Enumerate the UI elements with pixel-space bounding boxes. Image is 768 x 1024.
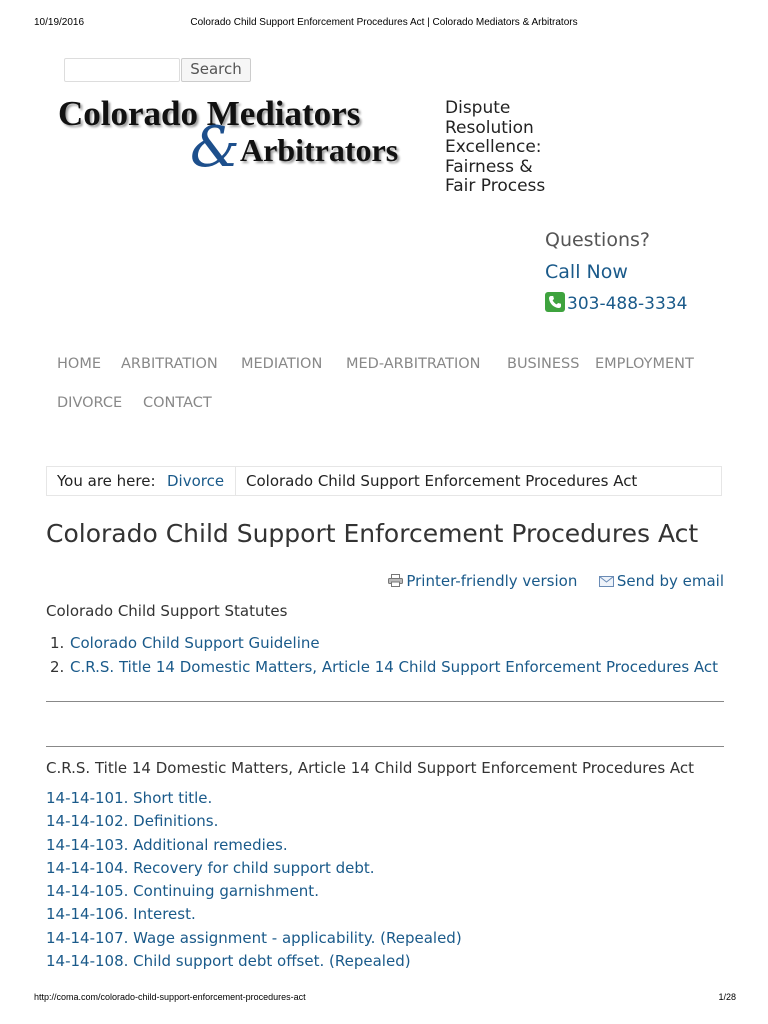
page-tools	[388, 572, 724, 591]
search-button[interactable]: Search	[181, 58, 251, 82]
tagline-line: Excellence:	[445, 137, 542, 157]
list-item	[46, 857, 462, 880]
print-url: http://coma.com/colorado-child-support-enforcement-procedures-act	[34, 992, 306, 1002]
section-link[interactable]: 14-14-106. Interest.	[46, 905, 196, 924]
logo-line-2: Arbitrators	[240, 132, 399, 168]
nav-item-arbitration[interactable]: ARBITRATION	[121, 356, 218, 372]
divider	[46, 701, 724, 702]
tagline-line: Fair Process	[445, 176, 546, 196]
print-header	[0, 17, 768, 31]
section-link[interactable]: 14-14-103. Additional remedies.	[46, 835, 288, 854]
printer-friendly-label: Printer-friendly version	[406, 572, 578, 590]
printer-icon	[388, 573, 403, 591]
site-tagline	[445, 99, 605, 197]
nav-item-business[interactable]: BUSINESS	[507, 356, 580, 372]
section-link[interactable]: 14-14-104. Recovery for child support debt.	[46, 858, 375, 877]
phone-number[interactable]: 303-488-3334	[567, 294, 688, 314]
section-link[interactable]: 14-14-102. Definitions.	[46, 812, 219, 831]
section-link[interactable]: 14-14-107. Wage assignment - applicability. (Repealed)	[46, 928, 462, 947]
page-title: Colorado Child Support Enforcement Procedures Act	[46, 519, 699, 548]
list-item	[46, 903, 462, 926]
print-footer	[0, 992, 768, 1006]
nav-item-mediation[interactable]: MEDIATION	[241, 356, 323, 372]
section-link[interactable]: 14-14-101. Short title.	[46, 789, 213, 807]
contact-block	[545, 229, 688, 314]
list-item	[50, 655, 718, 679]
statute-link-guideline[interactable]: Colorado Child Support Guideline	[70, 634, 320, 652]
phone-icon	[545, 292, 565, 312]
list-item	[50, 631, 718, 655]
call-now-label: Call Now	[545, 261, 628, 283]
nav-item-divorce[interactable]: DIVORCE	[57, 395, 123, 411]
nav-item-med-arbitration[interactable]: MED-ARBITRATION	[346, 356, 481, 372]
list-item	[46, 950, 462, 973]
questions-label: Questions?	[545, 229, 650, 251]
nav-item-employment[interactable]: EMPLOYMENT	[595, 356, 694, 372]
tagline-line: Resolution	[445, 117, 534, 138]
list-item	[46, 834, 462, 857]
print-page-number: 1/28	[718, 992, 736, 1002]
list-number: 1.	[50, 634, 65, 652]
nav-item-home[interactable]: HOME	[57, 356, 101, 372]
send-by-email-label: Send by email	[616, 572, 724, 590]
section-link[interactable]: 14-14-105. Continuing garnishment.	[46, 882, 319, 901]
print-document-title: Colorado Child Support Enforcement Procedures Act | Colorado Mediators & Arbitrators	[190, 17, 578, 28]
list-item	[46, 787, 462, 810]
envelope-icon	[599, 573, 614, 591]
breadcrumb-separator	[235, 466, 236, 496]
printer-friendly-link[interactable]	[388, 572, 582, 590]
logo-ampersand: &	[190, 115, 240, 180]
breadcrumb	[46, 466, 722, 496]
list-item	[46, 927, 462, 950]
statutes-heading: Colorado Child Support Statutes	[46, 602, 288, 620]
breadcrumb-label: You are here:	[57, 472, 156, 490]
logo-line-1: Colorado Mediators	[58, 94, 361, 133]
phone-row[interactable]	[545, 292, 687, 314]
tagline-line: Dispute	[445, 98, 511, 118]
print-date: 10/19/2016	[34, 17, 85, 28]
article-heading: C.R.S. Title 14 Domestic Matters, Article 14 Child Support Enforcement Procedures Act	[46, 759, 695, 777]
search-input[interactable]	[64, 58, 180, 82]
tagline-line: Fairness &	[445, 156, 533, 177]
breadcrumb-current: Colorado Child Support Enforcement Procedures Act	[246, 472, 638, 490]
section-link[interactable]: 14-14-108. Child support debt offset. (Repealed)	[46, 952, 411, 971]
list-number: 2.	[50, 658, 65, 676]
send-by-email-link[interactable]	[594, 572, 724, 590]
site-logo[interactable]	[56, 92, 426, 184]
list-item	[46, 810, 462, 833]
list-item	[46, 880, 462, 903]
article-section-list	[46, 787, 462, 973]
breadcrumb-link-divorce[interactable]: Divorce	[167, 472, 225, 490]
statute-list	[50, 631, 718, 679]
nav-item-contact[interactable]: CONTACT	[143, 395, 212, 411]
statute-link-article-14[interactable]: C.R.S. Title 14 Domestic Matters, Article 14 Child Support Enforcement Procedures Act	[70, 658, 719, 676]
divider	[46, 746, 724, 747]
